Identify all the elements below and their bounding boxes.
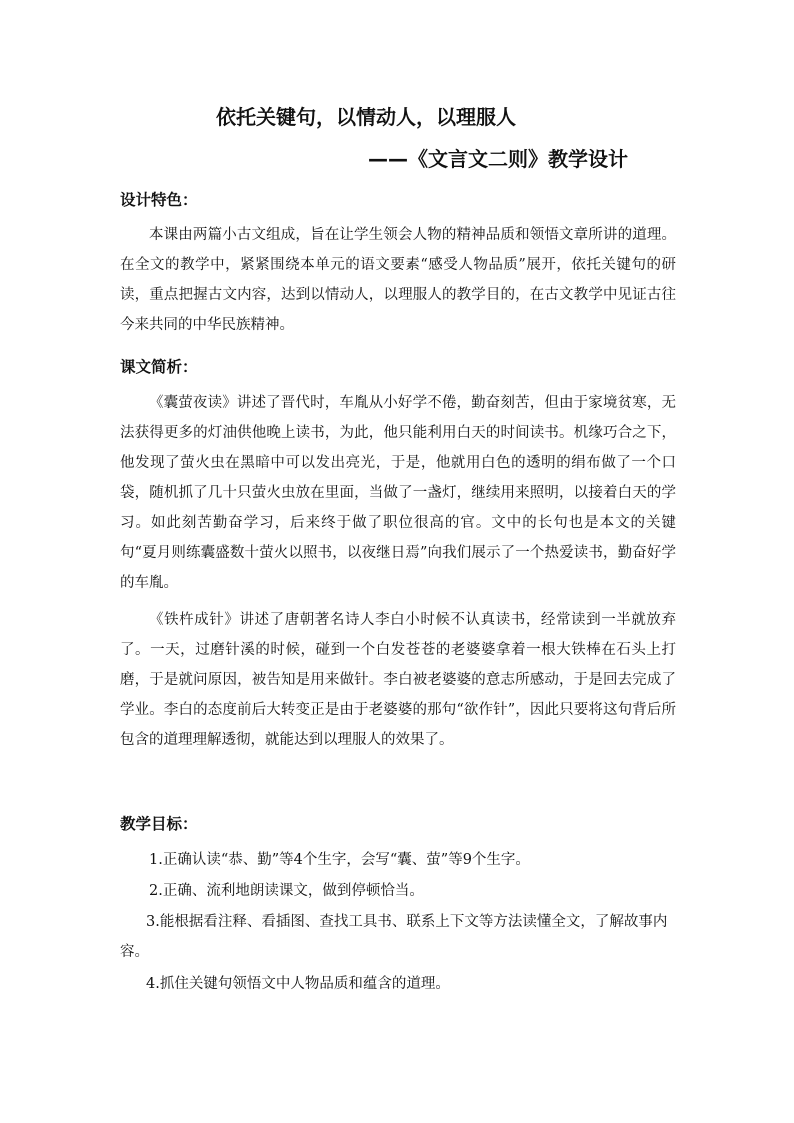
section-heading-features: 设计特色：: [120, 191, 198, 209]
objective-item-3: 3.能根据看注释、看插图、查找工具书、联系上下文等方法读懂全文，了解故事内容。: [120, 914, 668, 960]
document-title: 依托关键句，以情动人，以理服人: [216, 105, 516, 129]
section-heading-analysis: 课文简析：: [120, 358, 198, 376]
document-subtitle: ——《文言文二则》教学设计: [368, 147, 628, 171]
features-paragraph: 本课由两篇小古文组成，旨在让学生领会人物的精神品质和领悟文章所讲的道理。在全文的教学中，紧紧围绕本单元的语文要素“感受人物品质”展开，依托关键句的研读，重点把握古文内容，达到以情动人，以理服人的教学目的，在古文教学中见证古往今来共同的中华民族精神。: [120, 227, 676, 333]
objective-item-2: 2.正确、流利地朗读课文，做到停顿恰当。: [149, 883, 424, 899]
objective-item-4: 4.抓住关键句领悟文中人物品质和蕴含的道理。: [146, 976, 450, 992]
objective-item-1: 1.正确认读“恭、勤”等4个生字，会写“囊、萤”等9个生字。: [149, 852, 530, 868]
analysis-paragraph-2: 《铁杵成针》讲述了唐朝著名诗人李白小时候不认真读书，经常读到一半就放弃了。一天，过磨针溪的时候，碰到一个白发苍苍的老婆婆拿着一根大铁棒在石头上打磨，于是就问原因，被告知是用来做针。李白被老婆婆的意志所感动，于是回去完成了学业。李白的态度前后大转变正是由于老婆婆的那句“欲作针”，因此只要将这句背后所包含的道理理解透彻，就能达到以理服人的效果了。: [120, 612, 676, 748]
section-heading-objectives: 教学目标：: [120, 815, 198, 833]
analysis-paragraph-1: 《囊萤夜读》讲述了晋代时，车胤从小好学不倦，勤奋刻苦，但由于家境贫寒，无法获得更多的灯油供他晚上读书，为此，他只能利用白天的时间读书。机缘巧合之下，他发现了萤火虫在黑暗中可以发出亮光，于是，他就用白色的透明的绢布做了一个口袋，随机抓了几十只萤火虫放在里面，当做了一盏灯，继续用来照明，以接着白天的学习。如此刻苦勤奋学习，后来终于做了职位很高的官。文中的长句也是本文的关键句“夏月则练囊盛数十萤火以照书，以夜继日焉”向我们展示了一个热爱读书，勤奋好学的车胤。: [120, 395, 676, 591]
